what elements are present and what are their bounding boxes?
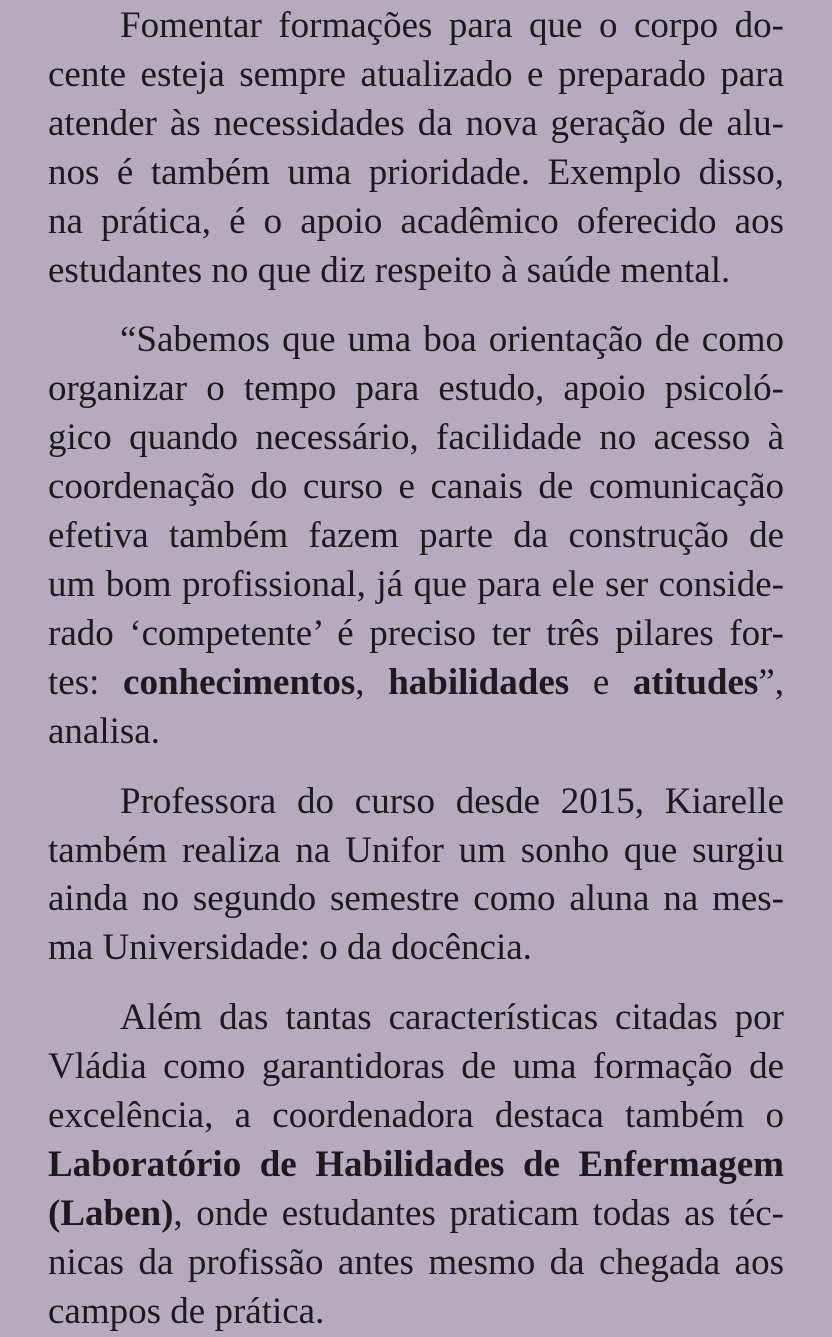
text-line-laben (48, 1190, 784, 1239)
text-line: Fomentar formações para que o corpo do- (120, 5, 784, 46)
text-line: campos de prática. (48, 1290, 325, 1332)
paragraph-professor (48, 778, 784, 974)
text-line: Professora do curso desde 2015, Kiarelle (120, 780, 784, 822)
text-line: coordenação do curso e canais de comunicação (48, 466, 784, 508)
bold-term-knowledge: conhecimentos (123, 661, 356, 703)
bold-laben: (Laben) (48, 1192, 174, 1234)
text-fragment: e (569, 661, 633, 703)
text-line: atender às necessidades da nova geração de alu- (48, 102, 784, 144)
text-fragment: , (355, 661, 389, 703)
text-line: na prática, é o apoio acadêmico oferecido aos (48, 200, 784, 242)
text-line: também realiza na Unifor um sonho que surgiu (48, 829, 784, 871)
text-line: analisa. (48, 710, 160, 752)
text-line-lab-name (48, 1141, 784, 1190)
text-line: Além das tantas características citadas por (120, 997, 784, 1039)
paragraph-laboratory (48, 994, 784, 1336)
text-fragment: , onde estudantes praticam todas as téc- (173, 1192, 784, 1234)
bold-lab-name: Laboratório de Habilidades de Enfermagem (48, 1143, 784, 1185)
text-line: cente esteja sempre atualizado e preparado para (48, 53, 784, 95)
text-line-pillars (48, 659, 784, 708)
text-line: rado ‘competente’ é preciso ter três pilares for- (48, 612, 784, 654)
text-line: ma Universidade: o da docência. (48, 927, 532, 969)
bold-term-attitudes: atitudes (632, 661, 759, 703)
bold-term-skills: habilidades (388, 661, 570, 703)
text-line: estudantes no que diz respeito à saúde mental. (48, 249, 731, 291)
text-line: Vládia como garantidoras de uma formação de (48, 1046, 784, 1088)
paragraph-training (48, 2, 784, 295)
text-line: “Sabemos que uma boa orientação de como (120, 319, 784, 361)
text-line: excelência, a coordenadora destaca também o (48, 1095, 784, 1137)
text-line: gico quando necessário, facilidade no acesso à (48, 417, 784, 459)
text-line: um bom profissional, já que para ele ser conside- (48, 563, 784, 605)
text-line: ainda no segundo semestre como aluna na mes- (48, 878, 784, 920)
text-line: efetiva também fazem parte da construção de (48, 515, 784, 557)
text-line: nos é também uma prioridade. Exemplo disso, (48, 151, 784, 193)
text-line: nicas da profissão antes mesmo da chegada aos (48, 1241, 784, 1283)
text-fragment: tes: (48, 661, 124, 703)
text-line: organizar o tempo para estudo, apoio psicoló- (48, 368, 784, 410)
text-fragment: ”, (758, 661, 784, 703)
paragraph-quote (48, 316, 784, 756)
